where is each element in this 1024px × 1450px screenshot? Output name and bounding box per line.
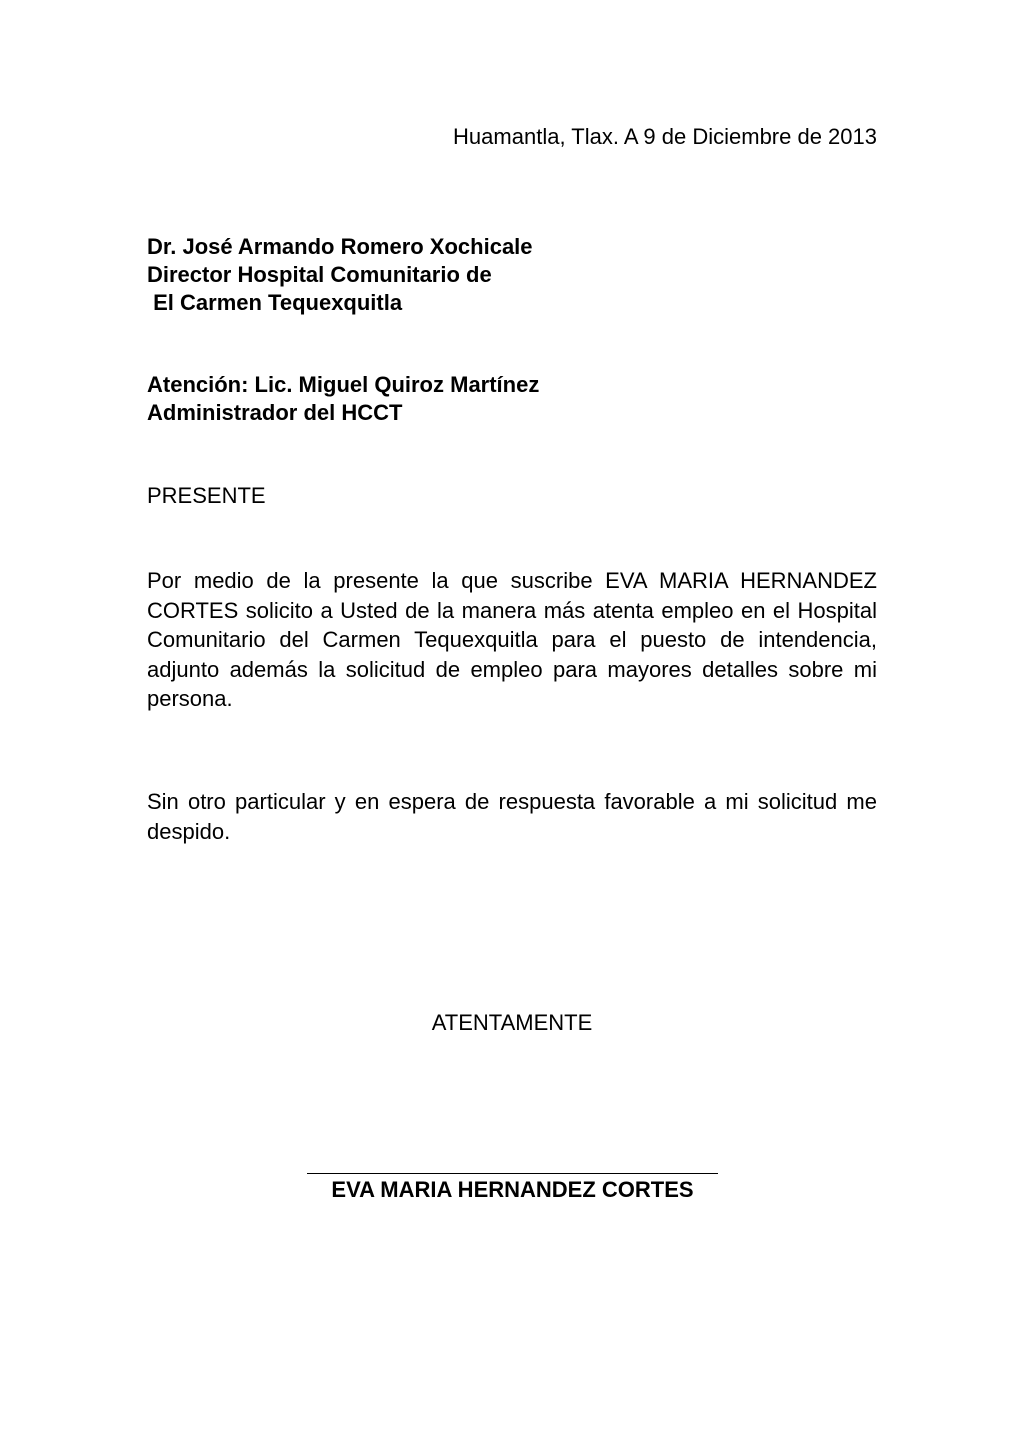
- attention-block: [147, 371, 539, 427]
- date-line: Huamantla, Tlax. A 9 de Diciembre de 2013: [453, 124, 877, 149]
- body-paragraph-1: Por medio de la presente la que suscribe EVA MARIA HERNANDEZ CORTES solicito a Usted de la manera más atenta empleo en el Hospital Comunitario del Carmen Tequexquitla para el puesto de intendencia, adjunto además la solicitud de empleo para mayores detalles sobre mi persona.: [147, 568, 877, 711]
- closing-text: ATENTAMENTE: [431, 1010, 593, 1035]
- body-paragraph-2: Sin otro particular y en espera de respuesta favorable a mi solicitud me despido.: [147, 789, 877, 844]
- attention-line2: Administrador del HCCT: [147, 400, 403, 425]
- recipient-block: [147, 233, 533, 317]
- salutation: [147, 482, 266, 510]
- recipient-name: Dr. José Armando Romero Xochicale: [147, 234, 533, 259]
- attention-line1: Atención: Lic. Miguel Quiroz Martínez: [147, 372, 540, 397]
- salutation-text: PRESENTE: [147, 483, 266, 508]
- signature-line: [307, 1140, 718, 1174]
- recipient-title-line2: El Carmen Tequexquitla: [147, 290, 403, 315]
- signature-name: EVA MARIA HERNANDEZ CORTES: [331, 1177, 694, 1202]
- recipient-title-line1: Director Hospital Comunitario de: [147, 262, 492, 287]
- signature-block: [307, 1140, 718, 1205]
